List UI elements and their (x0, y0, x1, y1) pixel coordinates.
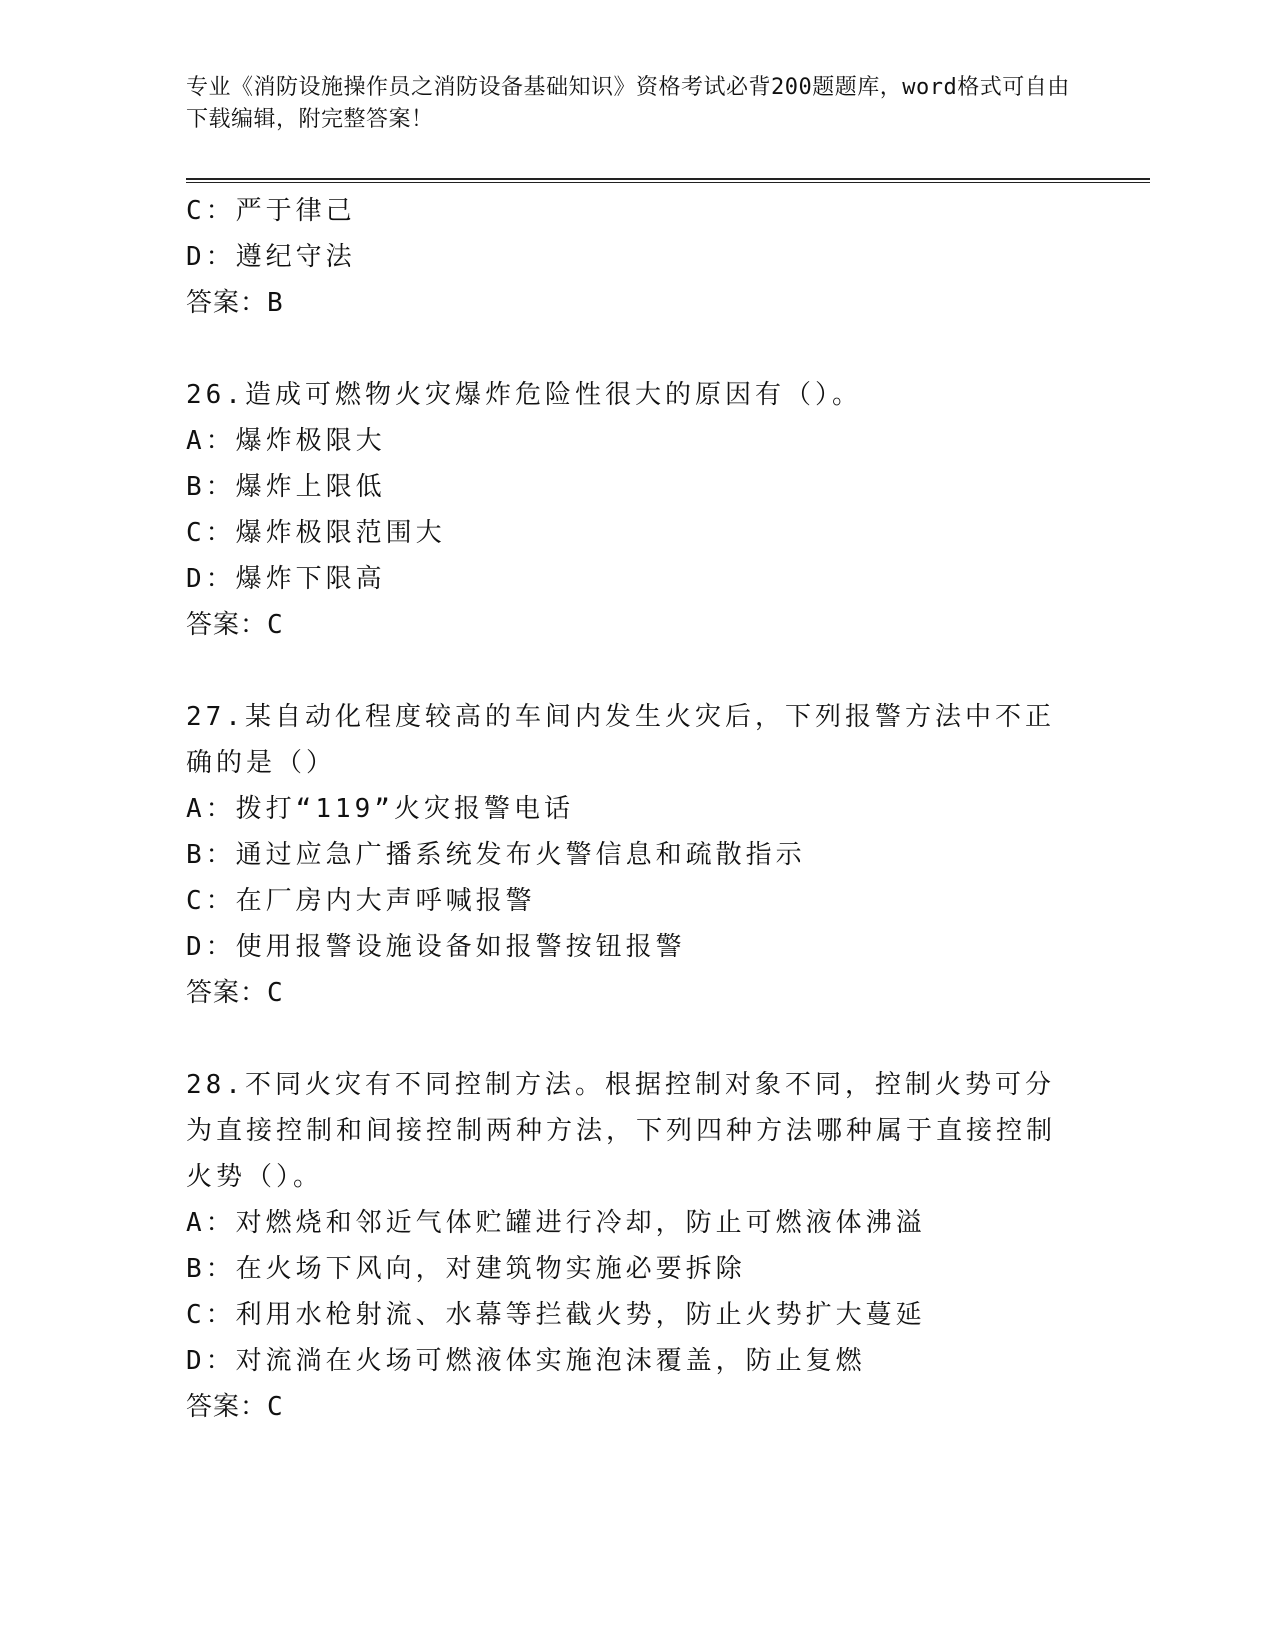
option-text: 在火场下风向，对建筑物实施必要拆除 (235, 1254, 746, 1284)
answer-line: 答案：C (186, 610, 284, 640)
question-block (186, 372, 1086, 648)
previous-question-tail (186, 188, 1086, 326)
option-key: A (186, 426, 206, 456)
option-text: 利用水枪射流、水幕等拦截火势，防止火势扩大蔓延 (235, 1300, 926, 1330)
document-body (186, 188, 1086, 1430)
option-key: C (186, 196, 206, 226)
question-number: 28. (186, 1070, 245, 1100)
option-line: A：对燃烧和邻近气体贮罐进行冷却，防止可燃液体沸溢 (186, 1208, 926, 1238)
option-text: 使用报警设施设备如报警按钮报警 (235, 932, 686, 962)
option-line: D：爆炸下限高 (186, 564, 386, 594)
option-text: 通过应急广播系统发布火警信息和疏散指示 (235, 840, 806, 870)
option-line: C：爆炸极限范围大 (186, 518, 446, 548)
answer-line: 答案：C (186, 978, 284, 1008)
question-stem (186, 372, 1066, 418)
option-key: A (186, 1208, 206, 1238)
option-line: B：爆炸上限低 (186, 472, 386, 502)
option-key: D (186, 564, 206, 594)
question-text: 造成可燃物火灾爆炸危险性很大的原因有（）。 (244, 380, 862, 410)
spacer (186, 326, 1086, 372)
question-block (186, 694, 1086, 1016)
option-key: B (186, 472, 206, 502)
option-line: B：在火场下风向，对建筑物实施必要拆除 (186, 1254, 746, 1284)
option-key: C (186, 1300, 206, 1330)
page-header-title: 专业《消防设施操作员之消防设备基础知识》资格考试必背200题题库，word格式可自由下载编辑，附完整答案！ (186, 75, 1070, 132)
question-text: 某自动化程度较高的车间内发生火灾后，下列报警方法中不正确的是（） (186, 702, 1055, 778)
question-stem (186, 694, 1066, 786)
answer-line: 答案：B (186, 288, 284, 318)
option-line: A：爆炸极限大 (186, 426, 386, 456)
option-key: C (186, 886, 206, 916)
option-line: A：拨打“119”火灾报警电话 (186, 794, 574, 824)
option-text: 在厂房内大声呼喊报警 (235, 886, 536, 916)
option-text: 严于律己 (235, 196, 356, 226)
option-text: 爆炸上限低 (235, 472, 386, 502)
option-line: C：严于律己 (186, 196, 356, 226)
spacer (186, 1016, 1086, 1062)
header-divider (186, 178, 1150, 183)
option-key: D (186, 1346, 206, 1376)
option-line: D：遵纪守法 (186, 242, 356, 272)
option-text: 对流淌在火场可燃液体实施泡沫覆盖，防止复燃 (235, 1346, 866, 1376)
option-key: D (186, 932, 206, 962)
answer-line: 答案：C (186, 1392, 284, 1422)
option-key: B (186, 840, 206, 870)
option-text: 遵纪守法 (235, 242, 356, 272)
option-line: C：在厂房内大声呼喊报警 (186, 886, 536, 916)
option-text: 拨打“119”火灾报警电话 (235, 794, 574, 824)
option-line: B：通过应急广播系统发布火警信息和疏散指示 (186, 840, 806, 870)
question-block (186, 1062, 1086, 1430)
option-key: C (186, 518, 206, 548)
question-number: 27. (186, 702, 245, 732)
question-text: 不同火灾有不同控制方法。根据控制对象不同，控制火势可分为直接控制和间接控制两种方法，下列四种方法哪种属于直接控制火势（）。 (186, 1070, 1057, 1192)
option-text: 对燃烧和邻近气体贮罐进行冷却，防止可燃液体沸溢 (235, 1208, 926, 1238)
option-key: A (186, 794, 206, 824)
question-number: 26. (186, 380, 245, 410)
option-key: D (186, 242, 206, 272)
option-text: 爆炸下限高 (235, 564, 386, 594)
option-text: 爆炸极限范围大 (235, 518, 446, 548)
option-key: B (186, 1254, 206, 1284)
question-stem (186, 1062, 1066, 1200)
spacer (186, 648, 1086, 694)
option-text: 爆炸极限大 (235, 426, 386, 456)
option-line: C：利用水枪射流、水幕等拦截火势，防止火势扩大蔓延 (186, 1300, 926, 1330)
option-line: D：使用报警设施设备如报警按钮报警 (186, 932, 686, 962)
option-line: D：对流淌在火场可燃液体实施泡沫覆盖，防止复燃 (186, 1346, 866, 1376)
